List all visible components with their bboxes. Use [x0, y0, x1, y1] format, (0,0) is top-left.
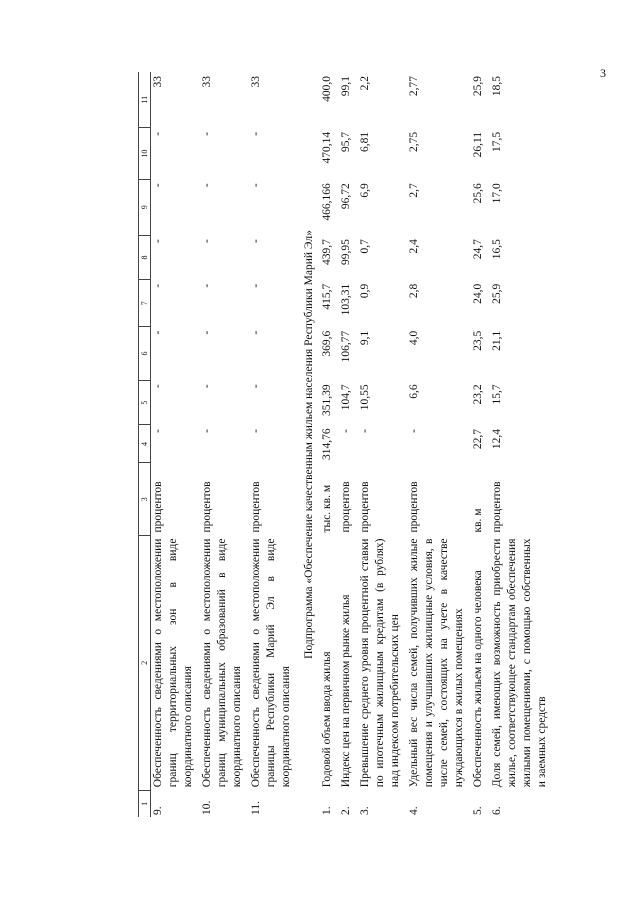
header-cell: 11	[139, 72, 151, 128]
unit-cell: процентов	[408, 481, 420, 533]
value-cell: 6,9	[359, 183, 371, 198]
value-cell: -	[201, 384, 213, 389]
value-cell: 23,5	[472, 330, 484, 351]
value-cell: 99,95	[340, 239, 352, 265]
header-cell: 10	[139, 128, 151, 179]
table-row	[200, 72, 245, 817]
value-cell: 33	[152, 76, 164, 88]
value-cell: -	[152, 131, 164, 136]
row-number: 11.	[250, 801, 262, 815]
table-row	[490, 72, 550, 817]
unit-cell: процентов	[491, 481, 503, 533]
value-cell: 2,77	[408, 76, 420, 97]
value-cell: 23,2	[472, 384, 484, 405]
table-header-row	[139, 72, 151, 817]
value-cell: 24,0	[472, 283, 484, 304]
value-cell: 25,6	[472, 183, 484, 204]
value-cell: 21,1	[491, 330, 503, 351]
header-cell: 6	[139, 327, 151, 381]
value-cell: 25,9	[491, 283, 503, 304]
table-row	[471, 72, 486, 817]
value-cell: 369,6	[321, 330, 333, 357]
value-cell: 2,7	[408, 183, 420, 198]
row-number: 3.	[359, 806, 371, 815]
value-cell: -	[340, 428, 352, 433]
value-cell: -	[201, 239, 213, 243]
value-cell: 314,76	[321, 428, 333, 460]
value-cell: 22,7	[472, 428, 484, 450]
table-row	[320, 72, 335, 817]
value-cell: -	[152, 428, 164, 433]
value-cell: 415,7	[321, 283, 333, 310]
value-cell: -	[250, 330, 262, 335]
row-spacer	[550, 72, 554, 817]
row-number: 2.	[340, 806, 352, 815]
row-number: 10.	[201, 800, 213, 815]
value-cell: -	[250, 384, 262, 389]
header-cell: 3	[139, 463, 151, 536]
value-cell: 6,81	[359, 131, 371, 153]
unit-cell: кв. м	[472, 508, 484, 533]
value-cell: -	[152, 330, 164, 335]
indicator-name: Обеспеченность сведениями о местоположении границы Республики Марий Эл в виде координатного описания	[250, 538, 292, 788]
table-row	[249, 72, 294, 817]
value-cell: 0,7	[359, 239, 371, 254]
indicator-name: Удельный вес числа семей, получивших жилые помещения и улучшивших жилищные условия, в числе семей, состоящих на учете в качестве нуждающихся в жилых помещениях	[408, 538, 465, 788]
value-cell: 4,0	[408, 330, 420, 346]
unit-cell: процентов	[152, 481, 164, 533]
header-cell: 4	[139, 425, 151, 463]
value-cell: 33	[201, 76, 213, 88]
unit-cell: процентов	[359, 481, 371, 533]
value-cell: -	[250, 131, 262, 136]
value-cell: 16,5	[491, 239, 503, 260]
value-cell: 6,6	[408, 384, 420, 399]
row-number: 1.	[321, 806, 333, 815]
value-cell: -	[152, 283, 164, 288]
value-cell: 439,7	[321, 239, 333, 265]
page-number: 3	[600, 66, 606, 80]
subprogram-row	[298, 72, 320, 817]
value-cell: -	[152, 384, 164, 389]
value-cell: 2,4	[408, 239, 420, 254]
row-number: 5.	[472, 806, 484, 815]
value-cell: -	[408, 428, 420, 433]
value-cell: 400,0	[321, 76, 333, 102]
indicator-name: Обеспеченность сведениями о местоположении границ муниципальных образований в виде координатного описания	[201, 538, 243, 788]
value-cell: 33	[250, 76, 262, 88]
value-cell: 466,166	[321, 183, 333, 221]
row-number: 4.	[408, 806, 420, 815]
value-cell: 15,7	[491, 384, 503, 405]
indicator-name: Годовой объем ввода жилья	[321, 651, 333, 788]
value-cell: 0,9	[359, 283, 371, 299]
value-cell: 103,31	[340, 283, 352, 316]
unit-cell: процентов	[340, 481, 352, 533]
indicator-name: Обеспеченность жильем на одного человека	[472, 570, 484, 788]
value-cell: 95,7	[340, 131, 352, 153]
value-cell: 12,4	[491, 428, 503, 450]
value-cell: 351,39	[321, 384, 333, 416]
value-cell: -	[152, 239, 164, 243]
value-cell: -	[250, 239, 262, 243]
value-cell: -	[201, 131, 213, 136]
value-cell: -	[201, 183, 213, 188]
row-number: 9.	[152, 806, 164, 815]
table-row	[358, 72, 403, 817]
row-number: 6.	[491, 806, 503, 815]
value-cell: 9,1	[359, 330, 371, 346]
header-cell: 7	[139, 280, 151, 327]
value-cell: -	[250, 428, 262, 433]
spacer-cell	[550, 72, 554, 817]
value-cell: -	[201, 428, 213, 433]
value-cell: 17,5	[491, 131, 503, 153]
unit-cell: тыс. кв. м	[321, 484, 333, 533]
table-row	[339, 72, 354, 817]
header-cell: 5	[139, 380, 151, 425]
value-cell: 2,75	[408, 131, 420, 153]
value-cell: -	[250, 283, 262, 288]
indicators-table	[138, 72, 554, 817]
value-cell: 2,8	[408, 283, 420, 299]
indicator-name: Доля семей, имеющих возможность приобрести жилье, соответствующее стандартам обеспечения жилыми помещениями, с помощью собственных и заемных средств	[491, 538, 548, 788]
value-cell: 470,14	[321, 131, 333, 164]
subprogram-title: Подпрограмма «Обеспечение качественным жильем населения Республики Марий Эл»	[303, 230, 315, 659]
unit-cell: процентов	[250, 481, 262, 533]
value-cell: 18,5	[491, 76, 503, 97]
value-cell: -	[359, 428, 371, 433]
rotated-table-container	[138, 72, 634, 817]
table-row	[407, 72, 467, 817]
indicator-name: Превышение среднего уровня процентной ставки по ипотечным жилищным кредитам (в рублях) над индексом потребительских цен	[359, 538, 401, 788]
value-cell: 106,77	[340, 330, 352, 363]
value-cell: -	[152, 183, 164, 188]
value-cell: 10,55	[359, 384, 371, 411]
indicator-name: Индекс цен на первичном рынке жилья	[340, 594, 352, 788]
indicator-name: Обеспеченность сведениями о местоположении границ территориальных зон в виде координатного описания	[152, 538, 194, 788]
value-cell: 2,2	[359, 76, 371, 91]
unit-cell: процентов	[201, 481, 213, 533]
header-cell: 8	[139, 235, 151, 280]
value-cell: 96,72	[340, 183, 352, 210]
value-cell: 24,7	[472, 239, 484, 260]
value-cell: 104,7	[340, 384, 352, 411]
value-cell: 26,11	[472, 131, 484, 158]
header-cell: 2	[139, 536, 151, 791]
header-cell: 9	[139, 179, 151, 235]
header-cell: 1	[139, 790, 151, 817]
value-cell: 25,9	[472, 76, 484, 97]
value-cell: -	[250, 183, 262, 188]
value-cell: 99,1	[340, 76, 352, 97]
table-row	[151, 72, 197, 817]
value-cell: -	[201, 283, 213, 288]
value-cell: 17,0	[491, 183, 503, 204]
value-cell: -	[201, 330, 213, 335]
